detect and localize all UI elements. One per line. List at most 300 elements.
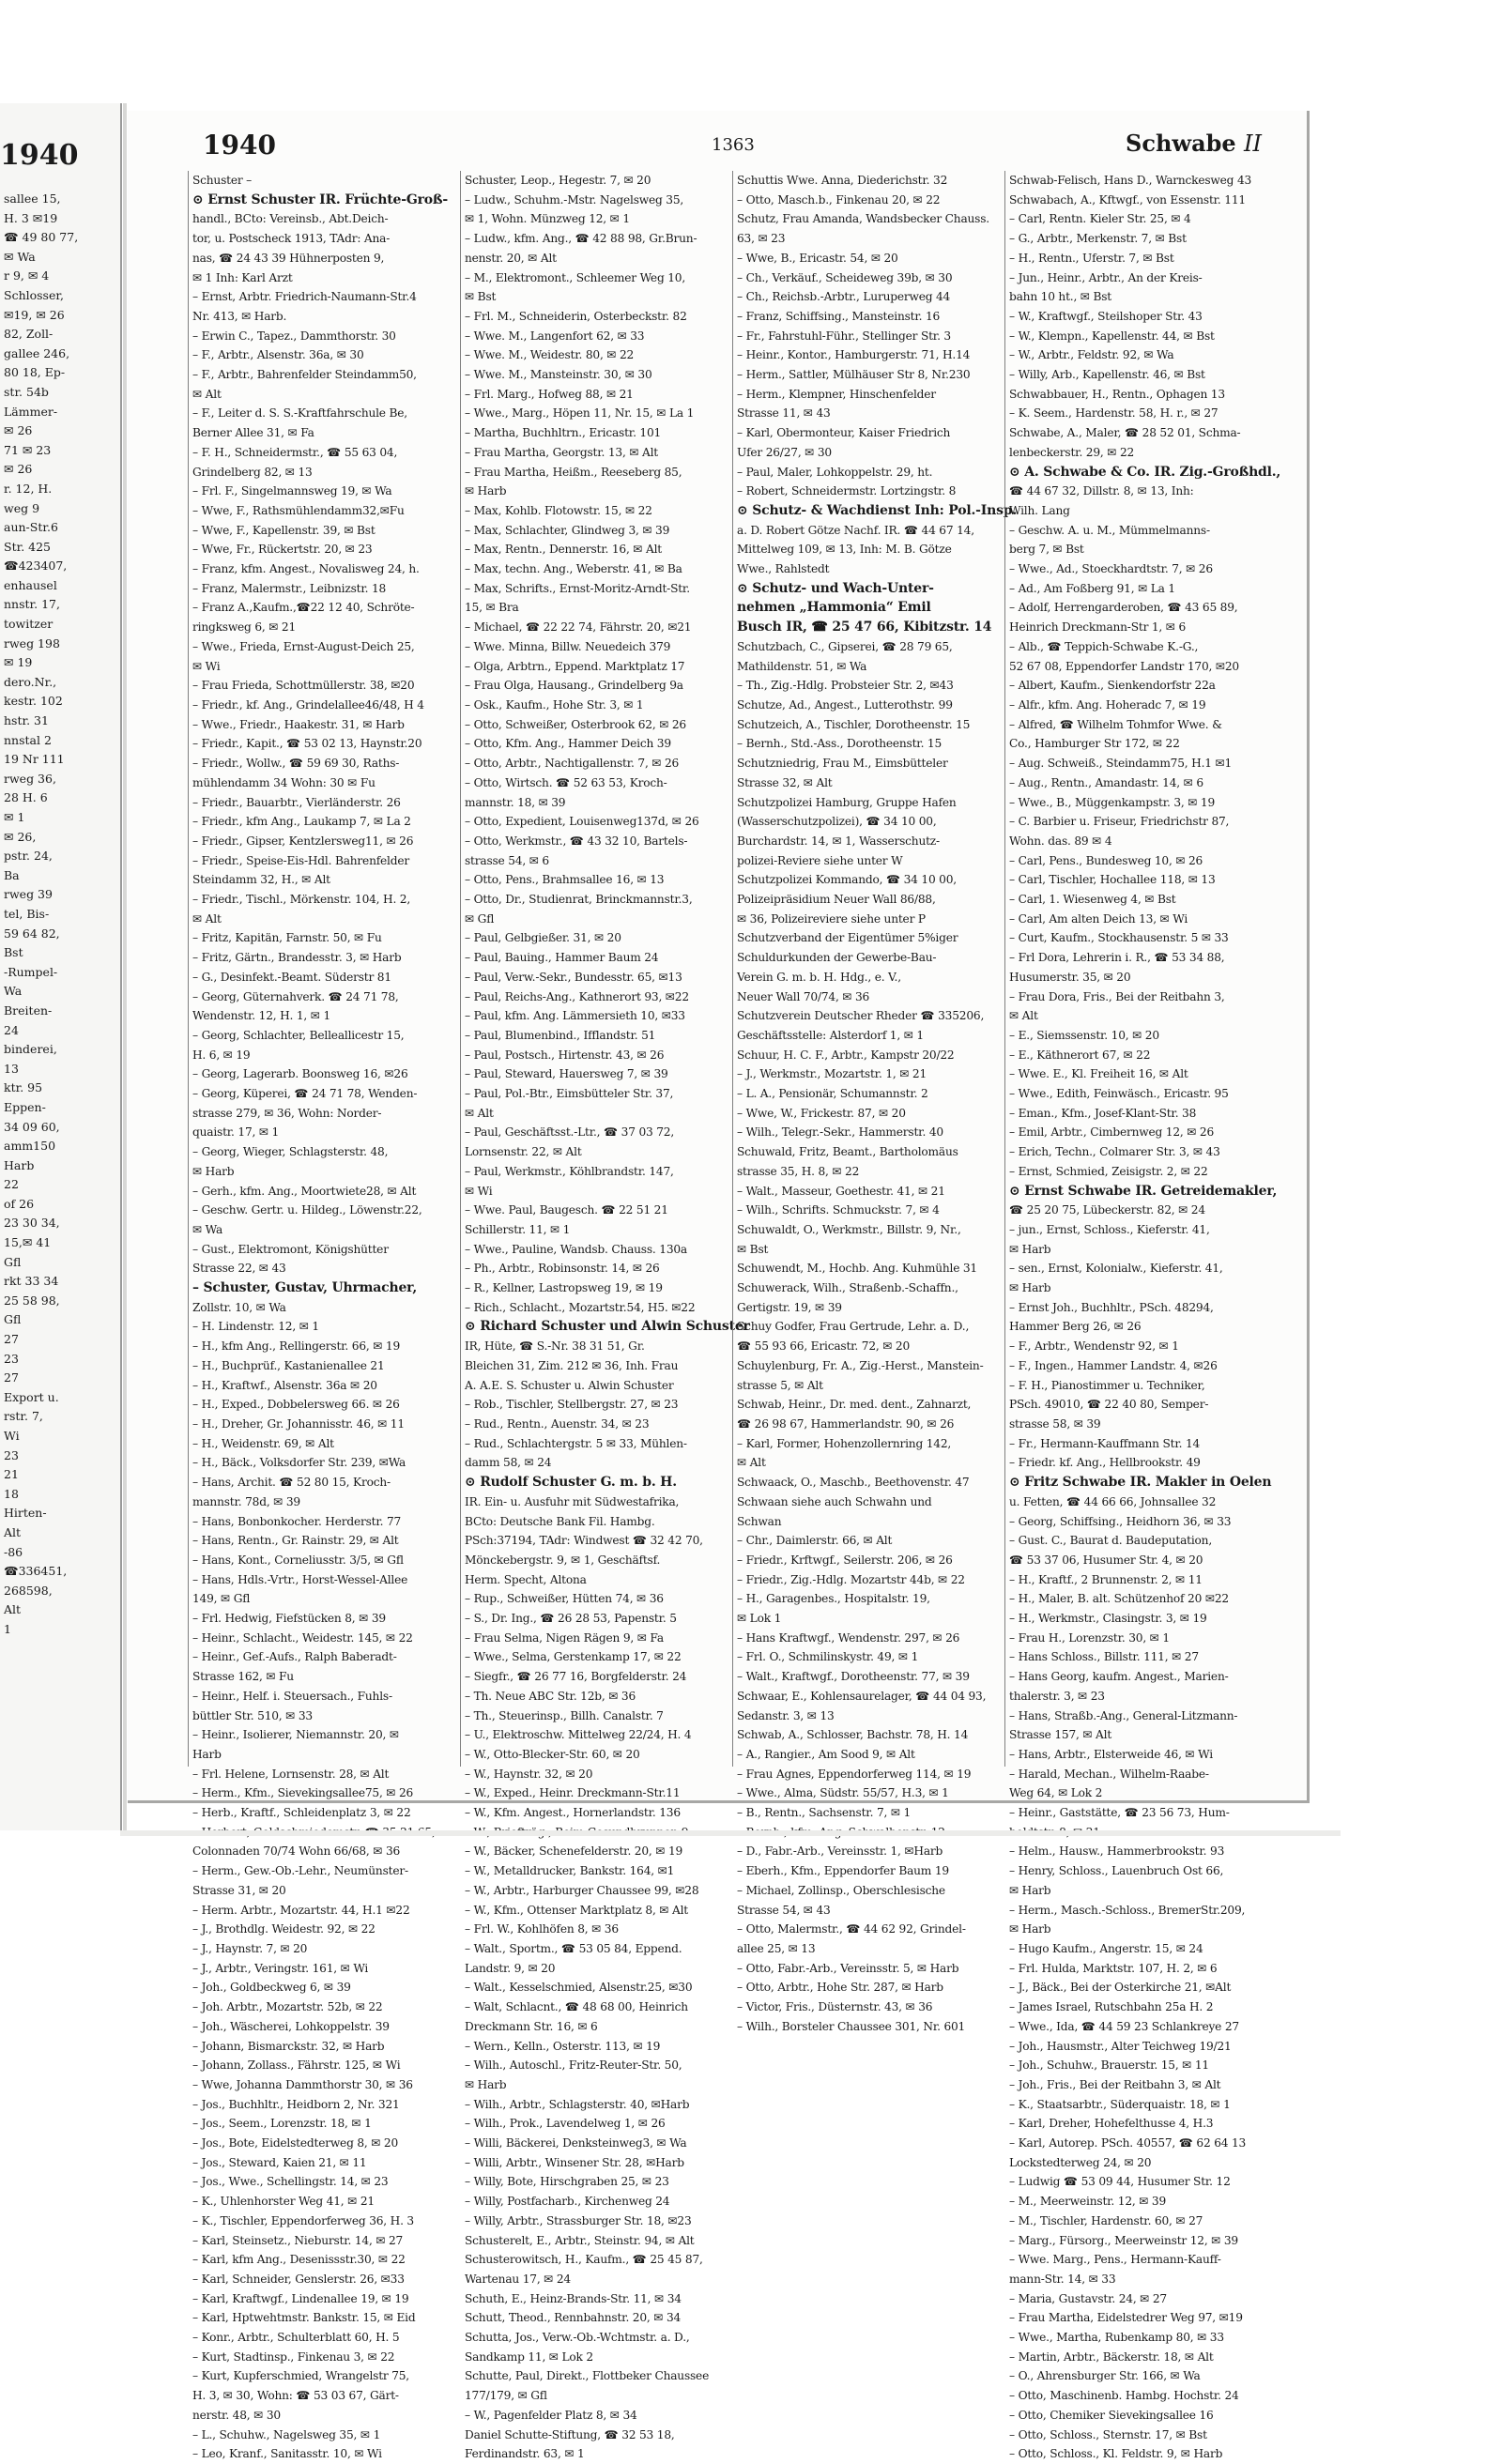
facing-page-line: 27 (4, 1370, 19, 1385)
facing-page-line: 82, Zoll- (4, 327, 54, 342)
directory-entry-line: – Fritz, Gärtn., Brandesstr. 3, ✉ Harb (192, 951, 402, 965)
directory-entry-line: – Alfred, ☎ Wilhelm Tohmfor Wwe. & (1009, 717, 1222, 731)
directory-entry-line: – Max, techn. Ang., Weberstr. 41, ✉ Ba (465, 562, 682, 576)
directory-entry-line: Colonnaden 70/74 Wohn 66/68, ✉ 36 (192, 1844, 401, 1859)
directory-entry-line: – Th., Zig.-Hdlg. Probsteier Str. 2, ✉43 (737, 679, 954, 693)
directory-entry-line: – Gerh., kfm. Ang., Moortwiete28, ✉ Alt (192, 1184, 417, 1198)
directory-entry-line: – Paul, kfm. Ang. Lämmersieth 10, ✉33 (465, 1009, 685, 1023)
directory-entry-line: – Max, Schlachter, Glindweg 3, ✉ 39 (465, 523, 670, 537)
directory-entry-line: ⊙ Schutz- & Wachdienst Inh: Pol.-Insp. (737, 502, 1018, 518)
directory-entry-line: Schutzeich, A., Tischler, Dorotheenstr. 15 (737, 717, 971, 731)
facing-page-line: Alt (4, 1524, 22, 1539)
directory-entry-line: – Friedr., Zig.-Hdlg. Mozartstr 44b, ✉ 22 (737, 1572, 965, 1586)
directory-entry-line: – Willi, Bäckerei, Denksteinweg3, ✉ Wa (465, 2136, 687, 2150)
directory-entry-line: nehmen „Hammonia“ Emil (737, 600, 931, 616)
directory-entry-line: Schwabbauer, H., Rentn., Ophagen 13 (1009, 387, 1225, 401)
facing-page-line: Gfl (4, 1312, 22, 1327)
directory-entry-line: Schuylenburg, Fr. A., Zig.-Herst., Manstein- (737, 1358, 984, 1372)
directory-entry-line: – F., Leiter d. S. S.-Kraftfahrschule Be, (192, 406, 407, 421)
directory-entry-line: Neuer Wall 70/74, ✉ 36 (737, 989, 870, 1003)
facing-page-line: 19 Nr 111 (4, 752, 65, 767)
directory-entry-line: berg 7, ✉ Bst (1009, 543, 1084, 557)
directory-entry-line: – Ph., Arbtr., Robinsonstr. 14, ✉ 26 (465, 1262, 660, 1276)
facing-page-line: enhausel (4, 577, 57, 592)
directory-entry-line: Schuster – (192, 174, 253, 187)
directory-entry-line: Ufer 26/27, ✉ 30 (737, 445, 832, 459)
directory-entry-line: polizei-Reviere siehe unter W (737, 853, 903, 867)
directory-entry-line: handl., BCto: Vereinsb., Abt.Deich- (192, 212, 389, 226)
directory-entry-line: Sedanstr. 3, ✉ 13 (737, 1708, 835, 1722)
directory-entry-line: – U., Elektroschw. Mittelweg 22/24, H. 4 (465, 1728, 692, 1742)
directory-entry-line: – Ludw., kfm. Ang., ☎ 42 88 98, Gr.Brun- (465, 232, 697, 246)
directory-entry-line: – Rich., Schlacht., Mozartstr.54, H5. ✉22 (465, 1300, 696, 1314)
directory-entry-line: strasse 58, ✉ 39 (1009, 1417, 1101, 1431)
directory-entry-line: – Hans, Bonbonkocher. Herderstr. 77 (192, 1514, 402, 1528)
directory-entry-line: – Konr., Arbtr., Schulterblatt 60, H. 5 (192, 2331, 400, 2345)
directory-entry-line: Herm. Specht, Altona (465, 1572, 587, 1586)
directory-entry-line: – Martin, Arbtr., Bäckerstr. 18, ✉ Alt (1009, 2349, 1214, 2364)
facing-page-line: 27 (4, 1332, 19, 1347)
directory-entry-line: – Georg, Schlachter, Belleallicestr 15, (192, 1028, 405, 1042)
facing-page-line: H. 3 ✉19 (4, 210, 58, 225)
page-number: 1363 (712, 135, 755, 155)
directory-entry-line: Verein G. m. b. H. Hdg., e. V., (737, 970, 901, 984)
facing-page-line: weg 9 (4, 500, 40, 515)
facing-page-line: Breiten- (4, 1002, 53, 1018)
directory-entry-line: – Friedr., Kapit., ☎ 53 02 13, Haynstr.20 (192, 737, 422, 751)
directory-entry-line: – Heinr., Schlacht., Weidestr. 145, ✉ 22 (192, 1630, 413, 1645)
facing-page-line: of 26 (4, 1196, 35, 1211)
directory-entry-line: Schuttis Wwe. Anna, Diederichstr. 32 (737, 174, 948, 187)
facing-page-line: 23 (4, 1351, 19, 1366)
facing-page-lines (4, 190, 120, 1640)
facing-page-line: Gfl (4, 1254, 22, 1269)
facing-page-line: ktr. 95 (4, 1080, 43, 1095)
directory-entry-line: – Joh., Wäscherei, Lohkoppelstr. 39 (192, 2019, 390, 2033)
directory-entry-line: H. 3, ✉ 30, Wohn: ☎ 53 03 67, Gärt- (192, 2389, 399, 2403)
directory-entry-line: – Erwin C., Tapez., Dammthorstr. 30 (192, 329, 396, 343)
directory-entry-line: Schwabach, A., Kftwgf., von Essenstr. 111 (1009, 192, 1246, 207)
directory-entry-line: – Gust. C., Baurat d. Baudeputation, (1009, 1534, 1213, 1548)
directory-entry-line: – Otto, Expedient, Louisenweg137d, ✉ 26 (465, 815, 699, 829)
directory-entry-line: – Wwe., Pauline, Wandsb. Chauss. 130a (465, 1242, 687, 1256)
directory-entry-line: ✉ Harb (1009, 1922, 1051, 1936)
directory-entry-line: – Ludw., Schuhm.-Mstr. Nagelsweg 35, (465, 192, 684, 207)
directory-entry-line: – Frl. W., Kohlhöfen 8, ✉ 36 (465, 1922, 619, 1936)
facing-page-fragment (0, 103, 122, 1830)
directory-entry-line: – Max, Rentn., Dennerstr. 16, ✉ Alt (465, 543, 662, 557)
facing-page-line: amm150 (4, 1139, 56, 1154)
directory-entry-line: – Rob., Tischler, Stellbergstr. 27, ✉ 23 (465, 1398, 679, 1412)
directory-entry-line: Schutzverein Deutscher Rheder ☎ 335206, (737, 1009, 985, 1023)
directory-entry-line: – Otto, Arbtr., Nachtigallenstr. 7, ✉ 26 (465, 757, 680, 771)
directory-entry-line: – Rud., Schlachtergstr. 5 ✉ 33, Mühlen- (465, 1436, 687, 1450)
directory-entry-line: – Maria, Gustavstr. 24, ✉ 27 (1009, 2291, 1167, 2305)
facing-page-line: kestr. 102 (4, 694, 63, 709)
directory-entry-line: – Max, Kohlb. Flotowstr. 15, ✉ 22 (465, 503, 652, 517)
directory-entry-line: – W., Metalldrucker, Bankstr. 164, ✉1 (465, 1864, 675, 1878)
directory-entry-line: – Frl Dora, Lehrerin i. R., ☎ 53 34 88, (1009, 951, 1225, 965)
directory-entry-line: – Frl. F., Singelmannsweg 19, ✉ Wa (192, 484, 392, 498)
directory-entry-line: Mönckebergstr. 9, ✉ 1, Geschäftsf. (465, 1553, 661, 1567)
directory-entry-line: – Paul, Geschäftsst.-Ltr., ☎ 37 03 72, (465, 1125, 675, 1140)
directory-entry-line: – Frau H., Lorenzstr. 30, ✉ 1 (1009, 1630, 1170, 1645)
directory-entry-line: – Martha, Buchhltrn., Ericastr. 101 (465, 426, 662, 440)
facing-page-line: Schlosser, (4, 287, 64, 302)
directory-entry-line: – Frau Martha, Georgstr. 13, ✉ Alt (465, 445, 659, 459)
directory-entry-line: – Carl, Pens., Bundesweg 10, ✉ 26 (1009, 853, 1203, 867)
directory-entry-line: BCto: Deutsche Bank Fil. Hambg. (465, 1514, 655, 1528)
directory-entry-line: ✉ 1, Wohn. Münzweg 12, ✉ 1 (465, 212, 630, 226)
directory-entry-line: Schwaack, O., Maschb., Beethovenstr. 47 (737, 1476, 970, 1490)
facing-page-line: aun-Str.6 (4, 520, 58, 535)
directory-entry-line: – Wwe., Edith, Feinwäsch., Ericastr. 95 (1009, 1087, 1229, 1101)
directory-entry-line: – Jos., Seem., Lorenzstr. 18, ✉ 1 (192, 2117, 372, 2131)
directory-entry-line: PSch. 49010, ☎ 22 40 80, Semper- (1009, 1398, 1209, 1412)
directory-entry-line: ☎ 26 98 67, Hammerlandstr. 90, ✉ 26 (737, 1417, 955, 1431)
directory-entry-line: – Paul, Werkmstr., Köhlbrandstr. 147, (465, 1164, 674, 1178)
directory-entry-line: – Paul, Verw.-Sekr., Bundesstr. 65, ✉13 (465, 970, 682, 984)
directory-entry-line: – Friedr., kfm Ang., Laukamp 7, ✉ La 2 (192, 815, 411, 829)
directory-entry-line: – Hans, Arbtr., Elsterweide 46, ✉ Wi (1009, 1747, 1213, 1761)
directory-entry-line: mannstr. 18, ✉ 39 (465, 795, 566, 809)
directory-entry-line: – Wern., Kelln., Osterstr. 113, ✉ 19 (465, 2039, 661, 2053)
facing-page-line: nnstal 2 (4, 732, 52, 747)
facing-page-line: str. 54b (4, 384, 49, 399)
directory-entry-line: Geschäftsstelle: Alsterdorf 1, ✉ 1 (737, 1028, 924, 1042)
directory-entry-line: Lockstedterweg 24, ✉ 20 (1009, 2155, 1152, 2169)
directory-entry-line: Wwe., Rahlstedt (737, 562, 830, 576)
directory-entry-line: – J., Arbtr., Veringstr. 161, ✉ Wi (192, 1961, 369, 1975)
directory-entry-line: – Friedr., kf. Ang., Grindelallee46/48, H 4 (192, 697, 424, 712)
directory-entry-line: – Johann, Zollass., Fährstr. 125, ✉ Wi (192, 2058, 401, 2073)
directory-entry-line: – Wilh., Arbtr., Schlagsterstr. 40, ✉Harb (465, 2097, 690, 2111)
directory-entry-line: – J., Werkmstr., Mozartstr. 1, ✉ 21 (737, 1067, 927, 1081)
directory-entry-line: PSch:37194, TAdr: Windwest ☎ 32 42 70, (465, 1534, 703, 1548)
directory-entry-line: – Joh., Schuhw., Brauerstr. 15, ✉ 11 (1009, 2058, 1209, 2073)
directory-entry-line: – E., Siemssenstr. 10, ✉ 20 (1009, 1028, 1159, 1042)
facing-page-line: Str. 425 (4, 539, 51, 554)
directory-entry-line: – Herm., Klempner, Hinschenfelder (737, 387, 936, 401)
facing-page-line: ☎336451, (4, 1564, 68, 1579)
directory-entry-line: – W., Pagenfelder Platz 8, ✉ 34 (465, 2408, 637, 2422)
directory-entry-line: – Jos., Bote, Eidelstedterweg 8, ✉ 20 (192, 2136, 399, 2150)
directory-entry-line: – Carl, Rentn. Kieler Str. 25, ✉ 4 (1009, 212, 1191, 226)
directory-entry-line: – Heinr., Gef.-Aufs., Ralph Baberadt- (192, 1650, 397, 1664)
directory-entry-line: – Otto, Schloss., Sternstr. 17, ✉ Bst (1009, 2427, 1207, 2441)
directory-entry-line: – Wwe. M., Langenfort 62, ✉ 33 (465, 329, 645, 343)
directory-entry-line: – Curt, Kaufm., Stockhausenstr. 5 ✉ 33 (1009, 931, 1229, 945)
directory-entry-line: – Carl, Tischler, Hochallee 118, ✉ 13 (1009, 873, 1216, 887)
directory-entry-line: ⊙ Schutz- und Wach-Unter- (737, 580, 934, 596)
directory-entry-line: – Chr., Daimlerstr. 66, ✉ Alt (737, 1534, 893, 1548)
directory-entry-line: allee 25, ✉ 13 (737, 1941, 816, 1955)
directory-entry-line: Schuster, Leop., Hegestr. 7, ✉ 20 (465, 174, 651, 187)
directory-entry-line: ⊙ Richard Schuster und Alwin Schuster (465, 1319, 750, 1335)
directory-entry-line: strasse 5, ✉ Alt (737, 1378, 823, 1392)
directory-entry-line: – F., Arbtr., Alsenstr. 36a, ✉ 30 (192, 348, 364, 362)
directory-entry-line: nerstr. 48, ✉ 30 (192, 2408, 281, 2422)
directory-entry-line: ✉ Wi (192, 659, 221, 673)
facing-page-line: 22 (4, 1177, 19, 1192)
directory-entry-line: Mittelweg 109, ✉ 13, Inh: M. B. Götze (737, 543, 952, 557)
directory-entry-line: mühlendamm 34 Wohn: 30 ✉ Fu (192, 775, 376, 789)
directory-entry-line: – W., Arbtr., Feldstr. 92, ✉ Wa (1009, 348, 1174, 362)
directory-entry-line: – Frau Agnes, Eppendorferweg 114, ✉ 19 (737, 1767, 972, 1781)
directory-entry-line: ✉ Alt (192, 387, 222, 401)
header-year: 1940 (203, 130, 276, 161)
facing-page-line: 71 ✉ 23 (4, 442, 52, 457)
directory-entry-line: ☎ 25 20 75, Lübeckerstr. 82, ✉ 24 (1009, 1203, 1205, 1217)
directory-entry-line: – Herb., Kraftf., Schleidenplatz 3, ✉ 22 (192, 1806, 411, 1820)
directory-entry-line: – Frl. Hulda, Marktstr. 107, H. 2, ✉ 6 (1009, 1961, 1218, 1975)
facing-page-line: sallee 15, (4, 191, 61, 206)
directory-entry-line: Nr. 413, ✉ Harb. (192, 309, 287, 323)
running-head (1126, 130, 1262, 157)
directory-entry-line: – Gust., Elektromont, Königshütter (192, 1242, 389, 1256)
directory-entry-line: – W., Exped., Heinr. Dreckmann-Str.11 (465, 1786, 681, 1800)
directory-entry-line: – G., Desinfekt.-Beamt. Süderstr 81 (192, 970, 391, 984)
directory-entry-line: – F. H., Pianostimmer u. Techniker, (1009, 1378, 1205, 1392)
directory-entry-line: a. D. Robert Götze Nachf. IR. ☎ 44 67 14, (737, 523, 974, 537)
directory-entry-line: damm 58, ✉ 24 (465, 1456, 552, 1470)
directory-entry-line: Schusterowitsch, H., Kaufm., ☎ 25 45 87, (465, 2253, 703, 2267)
directory-entry-line: – Walt, Schlacnt., ☎ 48 68 00, Heinrich (465, 2000, 688, 2014)
directory-entry-line: Schuwaldt, O., Werkmstr., Billstr. 9, Nr., (737, 1222, 961, 1236)
directory-entry-line: – Geschw. A. u. M., Mümmelmanns- (1009, 523, 1210, 537)
directory-entry-line: ✉ Lok 1 (737, 1612, 782, 1626)
directory-entry-line: – Friedr., Gipser, Kentzlersweg11, ✉ 26 (192, 834, 414, 848)
running-head-numeral: II (1244, 130, 1262, 157)
facing-page-line: 25 58 98, (4, 1293, 60, 1308)
directory-entry-line: – Karl, Schneider, Genslerstr. 26, ✉33 (192, 2272, 405, 2286)
directory-entry-line: Strasse 22, ✉ 43 (192, 1262, 286, 1276)
directory-entry-line: – Schuster, Gustav, Uhrmacher, (192, 1280, 418, 1296)
directory-entry-line: – Fritz, Kapitän, Farnstr. 50, ✉ Fu (192, 931, 382, 945)
facing-page-line: Eppen- (4, 1099, 46, 1114)
facing-page-line: ☎ 49 80 77, (4, 230, 79, 245)
facing-page-line: rweg 39 (4, 887, 53, 902)
directory-entry-line: – Frl. Marg., Hofweg 88, ✉ 21 (465, 387, 634, 401)
directory-entry-line: – Joh., Fris., Bei der Reitbahn 3, ✉ Alt (1009, 2077, 1221, 2091)
directory-entry-line: – Wilh., Prok., Lavendelweg 1, ✉ 26 (465, 2117, 666, 2131)
directory-entry-line: Hammer Berg 26, ✉ 26 (1009, 1320, 1142, 1334)
directory-column-4 (1004, 171, 1281, 2461)
directory-entry-line: – Walt., Masseur, Goethestr. 41, ✉ 21 (737, 1184, 945, 1198)
directory-entry-line: – Wwe., B., Müggenkampstr. 3, ✉ 19 (1009, 795, 1216, 809)
page-shadow (120, 1830, 1341, 1836)
directory-columns (188, 171, 1281, 2461)
directory-entry-line: – Paul, Steward, Hauersweg 7, ✉ 39 (465, 1067, 668, 1081)
directory-entry-line: – Wwe. M., Mansteinstr. 30, ✉ 30 (465, 368, 652, 382)
directory-entry-line: – Otto, Maschinenb. Hambg. Hochstr. 24 (1009, 2389, 1239, 2403)
directory-entry-line: Schwan (737, 1514, 782, 1528)
directory-entry-line: – Aug. Schweiß., Steindamm75, H.1 ✉1 (1009, 757, 1233, 771)
facing-page-line: Wa (4, 984, 23, 999)
directory-entry-line: – Paul, Pol.-Btr., Eimsbütteler Str. 37, (465, 1087, 674, 1101)
directory-entry-line: – Wwe., Friedr., Haakestr. 31, ✉ Harb (192, 717, 405, 731)
directory-entry-line: – Herm. Arbtr., Mozartstr. 44, H.1 ✉22 (192, 1903, 410, 1917)
directory-entry-line: Strasse 54, ✉ 43 (737, 1903, 831, 1917)
directory-entry-line: – Ernst, Schmied, Zeisigstr. 2, ✉ 22 (1009, 1164, 1208, 1178)
directory-entry-line: Harb (192, 1747, 222, 1761)
directory-entry-line: – H., kfm Ang., Rellingerstr. 66, ✉ 19 (192, 1339, 401, 1354)
directory-entry-line: – Henry, Schloss., Lauenbruch Ost 66, (1009, 1864, 1224, 1878)
directory-entry-line: – Herm., Masch.-Schloss., BremerStr.209, (1009, 1903, 1246, 1917)
directory-entry-line: – Wwe. M., Weidestr. 80, ✉ 22 (465, 348, 635, 362)
book-gutter (123, 103, 127, 1830)
directory-entry-line: – Jos., Steward, Kaien 21, ✉ 11 (192, 2155, 367, 2169)
directory-entry-line: ✉ Harb (465, 2077, 507, 2091)
directory-entry-line: – W., Otto-Blecker-Str. 60, ✉ 20 (465, 1747, 640, 1761)
directory-entry-line: – Frau Martha, Heißm., Reeseberg 85, (465, 465, 682, 479)
directory-entry-line: Schwaan siehe auch Schwahn und (737, 1494, 932, 1508)
facing-page-line: rkt 33 34 (4, 1274, 59, 1289)
directory-entry-line: – Friedr., Speise-Eis-Hdl. Bahrenfelder (192, 853, 409, 867)
directory-entry-line: – Wwe., Selma, Gerstenkamp 17, ✉ 22 (465, 1650, 682, 1664)
directory-entry-line: Steindamm 32, H., ✉ Alt (192, 873, 330, 887)
directory-entry-line: ✉ Alt (737, 1456, 766, 1470)
directory-entry-line: ☎ 44 67 32, Dillstr. 8, ✉ 13, Inh: (1009, 484, 1194, 498)
facing-page-line: -Rumpel- (4, 964, 58, 979)
facing-page-line: 21 (4, 1467, 19, 1482)
directory-entry-line: – Karl, Obermonteur, Kaiser Friedrich (737, 426, 951, 440)
directory-entry-line: Schuth, E., Heinz-Brands-Str. 11, ✉ 34 (465, 2291, 682, 2305)
directory-entry-line: – Otto, Pens., Brahmsallee 16, ✉ 13 (465, 873, 665, 887)
directory-entry-line: – Th. Neue ABC Str. 12b, ✉ 36 (465, 1689, 636, 1703)
directory-entry-line: – Otto, Malermstr., ☎ 44 62 92, Grindel- (737, 1922, 966, 1936)
directory-entry-line: IR. Ein- u. Ausfuhr mit Südwestafrika, (465, 1494, 680, 1508)
directory-entry-line: Strasse 32, ✉ Alt (737, 775, 833, 789)
directory-entry-line: – Frau Selma, Nigen Rägen 9, ✉ Fa (465, 1630, 664, 1645)
directory-entry-line: – G., Arbtr., Merkenstr. 7, ✉ Bst (1009, 232, 1187, 246)
directory-entry-line: u. Fetten, ☎ 44 66 66, Johnsallee 32 (1009, 1494, 1217, 1508)
directory-entry-line: – Walt., Kesselschmied, Alsenstr.25, ✉30 (465, 1981, 693, 1995)
directory-entry-line: – Alfr., kfm. Ang. Hoheradc 7, ✉ 19 (1009, 697, 1206, 712)
facing-page-line: ✉ 26 (4, 423, 33, 438)
directory-entry-line: – Heinr., Helf. i. Steuersach., Fuhls- (192, 1689, 392, 1703)
directory-entry-line: ✉ Alt (1009, 1009, 1038, 1023)
directory-entry-line: – Paul, Gelbgießer. 31, ✉ 20 (465, 931, 621, 945)
directory-entry-line: – Rud., Rentn., Auenstr. 34, ✉ 23 (465, 1417, 650, 1431)
directory-entry-line: – W., Kraftwgf., Steilshoper Str. 43 (1009, 309, 1203, 323)
directory-entry-line: – Friedr., Tischl., Mörkenstr. 104, H. 2, (192, 893, 411, 907)
directory-entry-line: – K., Staatsarbtr., Süderquaistr. 18, ✉ 1 (1009, 2097, 1231, 2111)
facing-page-line: tel, Bis- (4, 906, 50, 921)
directory-entry-line: – R., Kellner, Lastropsweg 19, ✉ 19 (465, 1281, 663, 1295)
directory-entry-line: – Franz A.,Kaufm.,☎22 12 40, Schröte- (192, 601, 415, 615)
directory-entry-line: – W., Kfm. Angest., Hornerlandstr. 136 (465, 1806, 681, 1820)
directory-entry-line: Dreckmann Str. 16, ✉ 6 (465, 2019, 598, 2033)
directory-entry-line: strasse 54, ✉ 6 (465, 853, 549, 867)
directory-entry-line: – F. H., Schneidermstr., ☎ 55 63 04, (192, 445, 398, 459)
directory-entry-line: – Ernst Joh., Buchhltr., PSch. 48294, (1009, 1300, 1214, 1314)
facing-page-line: rweg 36, (4, 771, 56, 786)
directory-entry-line: – Paul, Blumenbind., Ifflandstr. 51 (465, 1028, 656, 1042)
directory-entry-line: Strasse 162, ✉ Fu (192, 1670, 294, 1684)
directory-entry-line: – H., Maler, B. alt. Schützenhof 20 ✉22 (1009, 1592, 1229, 1606)
directory-entry-line: ✉ 36, Polizeireviere siehe unter P (737, 911, 926, 926)
facing-page-line: ✉19, ✉ 26 (4, 307, 65, 322)
directory-entry-line: – Frau Frieda, Schottmüllerstr. 38, ✉20 (192, 679, 415, 693)
directory-entry-line: Wartenau 17, ✉ 24 (465, 2272, 571, 2286)
directory-entry-line: – sen., Ernst, Kolonialw., Kieferstr. 41, (1009, 1262, 1223, 1276)
directory-entry-line: – Hugo Kaufm., Angerstr. 15, ✉ 24 (1009, 1941, 1203, 1955)
directory-entry-line: Schwaar, E., Kohlensaurelager, ☎ 44 04 93, (737, 1689, 987, 1703)
facing-page-line: 1 (4, 1621, 11, 1636)
directory-entry-line: – Wwe., Alma, Südstr. 55/57, H.3, ✉ 1 (737, 1786, 949, 1800)
directory-entry-line: ⊙ Rudolf Schuster G. m. b. H. (465, 1475, 677, 1491)
directory-entry-line: 177/179, ✉ Gfl (465, 2389, 547, 2403)
facing-page-line: ✉ 1 (4, 810, 25, 824)
directory-entry-line: – Osk., Kaufm., Hohe Str. 3, ✉ 1 (465, 697, 644, 712)
directory-entry-line: – Erich, Techn., Colmarer Str. 3, ✉ 43 (1009, 1145, 1220, 1159)
directory-entry-line: – Karl, Hptwehtmstr. Bankstr. 15, ✉ Eid (192, 2311, 416, 2325)
directory-entry-line: Schutzbach, C., Gipserei, ☎ 28 79 65, (737, 639, 953, 653)
directory-entry-line: – Wilh., Borsteler Chaussee 301, Nr. 601 (737, 2019, 966, 2033)
directory-entry-line: Husumerstr. 35, ✉ 20 (1009, 970, 1131, 984)
directory-entry-line: – Georg, Lagerarb. Boonsweg 16, ✉26 (192, 1067, 408, 1081)
directory-entry-line: – Carl, Am alten Deich 13, ✉ Wi (1009, 911, 1188, 926)
directory-entry-line: Berner Allee 31, ✉ Fa (192, 426, 314, 440)
directory-entry-line: Heinrich Dreckmann-Str 1, ✉ 6 (1009, 620, 1187, 635)
directory-entry-line: – Helm., Hausw., Hammerbrookstr. 93 (1009, 1844, 1225, 1859)
directory-entry-line: – Georg, Schiffsing., Heidhorn 36, ✉ 33 (1009, 1514, 1232, 1528)
directory-entry-line: Schuldurkunden der Gewerbe-Bau- (737, 951, 937, 965)
directory-entry-line: – Max, Schrifts., Ernst-Moritz-Arndt-Str. (465, 581, 690, 595)
directory-entry-line: Schwab-Felisch, Hans D., Warnckesweg 43 (1009, 174, 1252, 187)
facing-page-line: ✉ Wa (4, 249, 36, 264)
directory-entry-line: Gertigstr. 19, ✉ 39 (737, 1300, 842, 1314)
facing-page-line: Alt (4, 1602, 22, 1617)
directory-entry-line: Schillerstr. 11, ✉ 1 (465, 1222, 571, 1236)
directory-entry-line: – Harald, Mechan., Wilhelm-Raabe- (1009, 1767, 1209, 1781)
directory-entry-line: Schutzpolizei Kommando, ☎ 34 10 00, (737, 873, 957, 887)
directory-entry-line: – Otto, Dr., Studienrat, Brinckmannstr.3, (465, 893, 693, 907)
directory-entry-line: – Albert, Kaufm., Sienkendorfstr 22a (1009, 679, 1216, 693)
directory-entry-line: – H., Exped., Dobbelersweg 66. ✉ 26 (192, 1398, 400, 1412)
directory-entry-line: ⊙ Ernst Schwabe IR. Getreidemakler, (1009, 1183, 1278, 1199)
directory-entry-line: ringksweg 6, ✉ 21 (192, 620, 297, 635)
facing-page-line: gallee 246, (4, 345, 70, 360)
directory-entry-line: – Adolf, Herrengarderoben, ☎ 43 65 89, (1009, 601, 1238, 615)
directory-entry-line: – D., Fabr.-Arb., Vereinsstr. 1, ✉Harb (737, 1844, 943, 1859)
directory-entry-line: Schusterelt, E., Arbtr., Steinstr. 94, ✉ Alt (465, 2233, 695, 2247)
directory-column-2 (460, 171, 750, 2461)
directory-entry-line: – Friedr., Krftwgf., Seilerstr. 206, ✉ 26 (737, 1553, 953, 1567)
directory-entry-line: – Wwe, W., Frickestr. 87, ✉ 20 (737, 1106, 906, 1120)
directory-entry-line: ✉ Gfl (465, 911, 495, 926)
directory-entry-line: – L. A., Pensionär, Schumannstr. 2 (737, 1087, 928, 1101)
directory-entry-line: – Siegfr., ☎ 26 77 16, Borgfelderstr. 24 (465, 1670, 687, 1684)
directory-entry-line: – Carl, 1. Wiesenweg 4, ✉ Bst (1009, 893, 1176, 907)
directory-entry-line: – Frl. Helene, Lornsenstr. 28, ✉ Alt (192, 1767, 390, 1781)
facing-page-line: binderei, (4, 1042, 57, 1057)
directory-entry-line: – Jos., Wwe., Schellingstr. 14, ✉ 23 (192, 2175, 389, 2189)
directory-entry-line: – Kurt, Kupferschmied, Wrangelstr 75, (192, 2369, 409, 2383)
directory-entry-line: – Wwe. Minna, Billw. Neuedeich 379 (465, 639, 671, 653)
directory-entry-line: Schuur, H. C. F., Arbtr., Kampstr 20/22 (737, 1048, 955, 1062)
facing-page-line: Export u. (4, 1389, 59, 1404)
directory-entry-line: – H., Kraftwf., Alsenstr. 36a ✉ 20 (192, 1378, 377, 1392)
directory-entry-line: – Franz, kfm. Angest., Novalisweg 24, h. (192, 562, 420, 576)
directory-entry-line: – J., Brothdlg. Weidestr. 92, ✉ 22 (192, 1922, 376, 1936)
directory-entry-line: – Karl, Steinsetz., Nieburstr. 14, ✉ 27 (192, 2233, 404, 2247)
directory-entry-line: 149, ✉ Gfl (192, 1592, 251, 1606)
directory-entry-line: – E., Käthnerort 67, ✉ 22 (1009, 1048, 1151, 1062)
directory-entry-line: – Paul, Postsch., Hirtenstr. 43, ✉ 26 (465, 1048, 665, 1062)
directory-entry-line: – Karl, Kraftwgf., Lindenallee 19, ✉ 19 (192, 2291, 409, 2305)
